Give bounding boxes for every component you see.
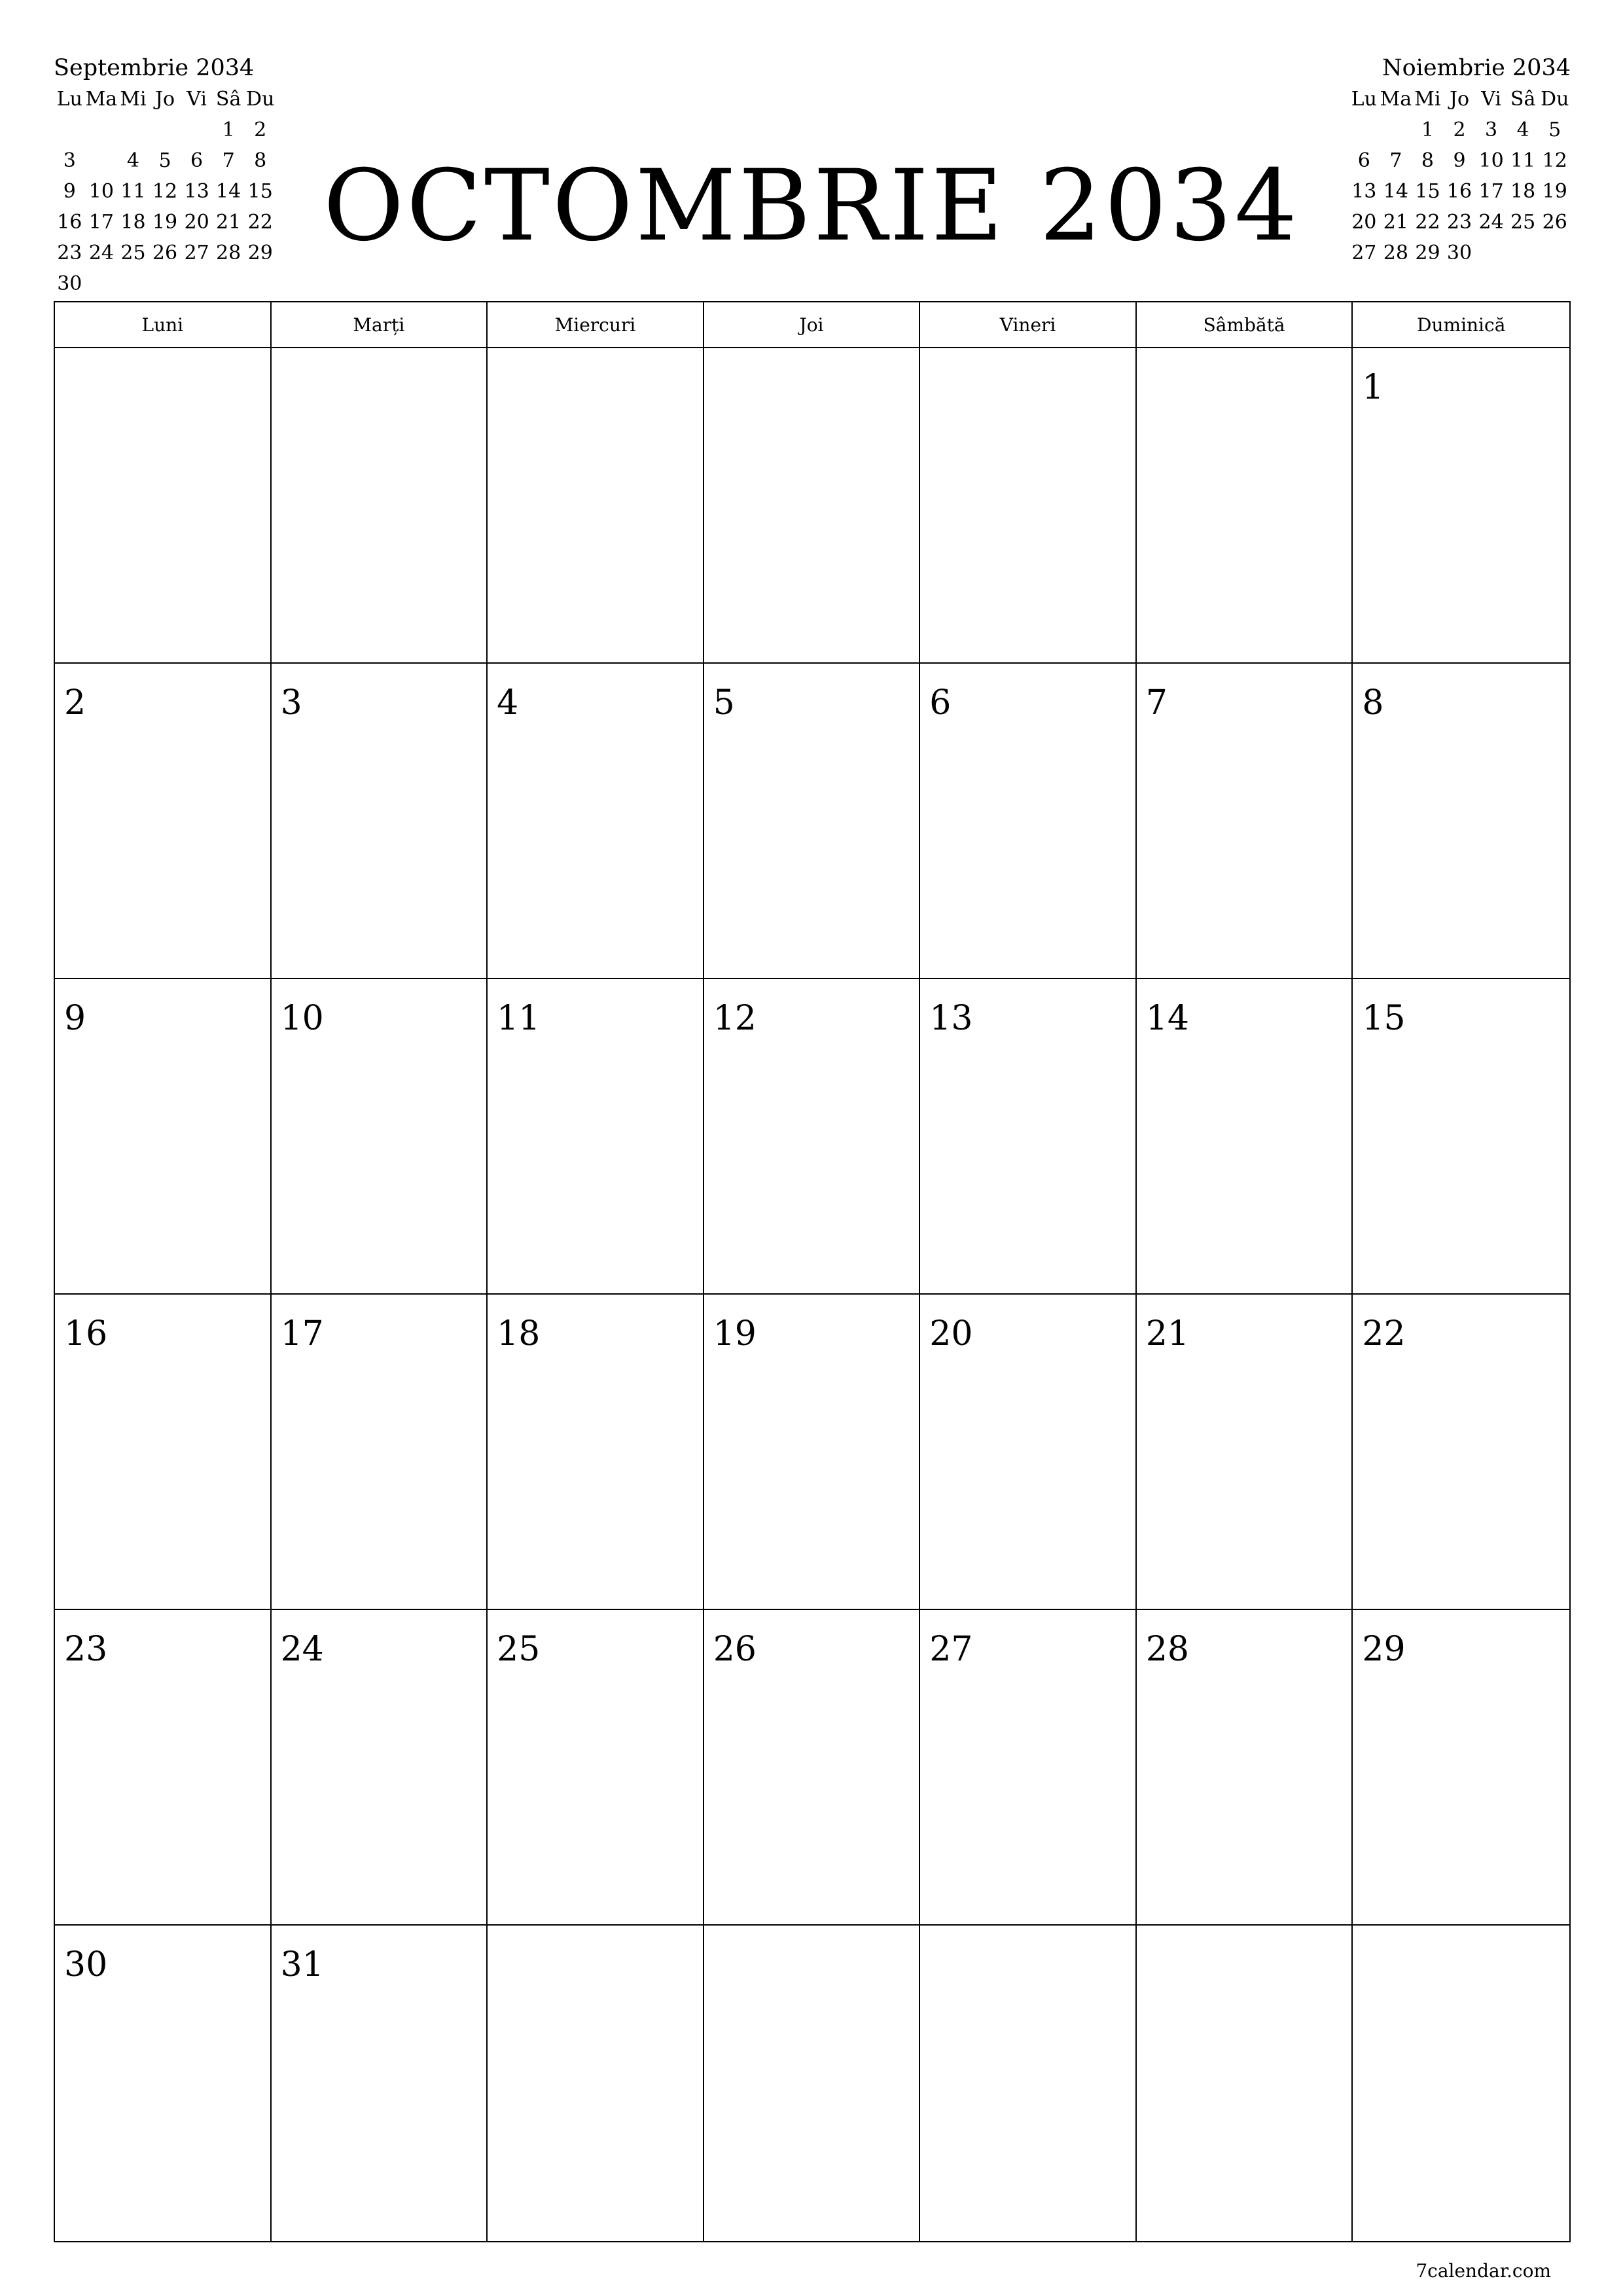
day-cell[interactable] [920,979,1137,1295]
mini-weekday: Mi [120,88,147,111]
day-cell[interactable] [704,664,921,979]
day-number: 31 [280,1945,324,1984]
day-cell[interactable] [488,348,704,664]
mini-weekday: Jo [154,88,175,111]
day-number: 2 [64,683,86,723]
mini-day: 5 [1548,118,1561,141]
mini-day: 20 [1351,211,1377,234]
mini-day: 27 [184,242,209,264]
mini-day: 24 [1478,211,1504,234]
day-number: 7 [1145,683,1168,723]
mini-day: 1 [1421,118,1434,141]
weekday-header: Duminică [1353,302,1569,348]
day-number: 10 [280,999,324,1038]
mini-day: 29 [1415,242,1440,264]
mini-weekday: Jo [1449,88,1470,111]
weekday-header: Luni [55,302,272,348]
mini-day [117,268,149,299]
mini-day: 12 [152,180,178,203]
mini-day [1475,238,1507,268]
mini-day: 21 [216,211,241,234]
mini-day: 2 [254,118,267,141]
day-number: 21 [1145,1314,1190,1354]
day-number: 26 [713,1630,757,1669]
mini-day: 29 [247,242,273,264]
mini-day [149,115,181,145]
day-cell[interactable] [1353,979,1569,1295]
mini-day: 25 [120,242,146,264]
mini-day: 17 [1478,180,1504,203]
mini-day: 3 [1485,118,1498,141]
day-number: 1 [1362,368,1384,407]
mini-day: 10 [88,180,114,203]
mini-day: 1 [222,118,235,141]
mini-day: 6 [190,149,204,172]
day-cell[interactable] [704,1610,921,1926]
day-number: 5 [713,683,735,723]
mini-weekday: Lu [1351,88,1377,111]
day-cell[interactable] [1353,1610,1569,1926]
day-number: 27 [929,1630,973,1669]
day-cell[interactable] [704,348,921,664]
day-cell[interactable] [272,348,488,664]
mini-day: 30 [57,272,82,295]
mini-day: 2 [1453,118,1466,141]
weekday-header: Miercuri [488,302,704,348]
mini-day: 7 [1389,149,1402,172]
footer-credit: 7calendar.com [1416,2260,1551,2282]
mini-weekday: Du [1541,88,1569,111]
day-number: 20 [929,1314,973,1354]
day-number: 12 [713,999,757,1038]
day-cell[interactable] [272,979,488,1295]
mini-day: 14 [216,180,241,203]
day-number: 16 [64,1314,108,1354]
mini-weekday: Sâ [215,88,241,111]
day-number: 29 [1362,1630,1406,1669]
mini-day: 8 [1421,149,1434,172]
day-cell[interactable] [704,1295,921,1610]
mini-day [1380,115,1412,145]
mini-day [1507,238,1539,268]
day-cell[interactable] [1353,1926,1569,2241]
day-cell[interactable] [920,1610,1137,1926]
mini-day: 18 [120,211,146,234]
mini-weekday: Lu [56,88,82,111]
day-number: 19 [713,1314,757,1354]
mini-day: 3 [63,149,76,172]
day-cell[interactable] [55,348,272,664]
mini-day: 19 [152,211,178,234]
mini-day [1539,238,1571,268]
mini-day [1348,115,1380,145]
day-cell[interactable] [1137,1295,1353,1610]
mini-day: 30 [1446,242,1472,264]
day-cell[interactable] [1137,1610,1353,1926]
day-number: 6 [929,683,952,723]
day-cell[interactable] [920,664,1137,979]
weekday-header: Marți [272,302,488,348]
day-number: 8 [1362,683,1384,723]
next-month-grid [1348,84,1571,299]
mini-day: 28 [216,242,241,264]
mini-weekday: Ma [85,88,118,111]
day-cell[interactable] [272,1610,488,1926]
day-cell[interactable] [1353,1295,1569,1610]
day-number: 24 [280,1630,324,1669]
mini-day [181,268,213,299]
mini-day: 13 [184,180,209,203]
day-number: 25 [497,1630,541,1669]
mini-day: 11 [120,180,146,203]
day-cell[interactable] [488,1295,704,1610]
mini-weekday: Vi [1481,88,1501,111]
day-cell[interactable] [704,1926,921,2241]
mini-day: 17 [88,211,114,234]
mini-day: 9 [63,180,76,203]
day-cell[interactable] [488,1610,704,1926]
day-number: 9 [64,999,86,1038]
day-number: 28 [1145,1630,1190,1669]
day-number: 4 [497,683,519,723]
next-month-mini-calendar [1348,52,1571,299]
mini-day: 22 [1415,211,1440,234]
mini-day [1380,268,1412,299]
month-grid [54,301,1571,2242]
weekday-header: Vineri [920,302,1137,348]
mini-day: 8 [254,149,267,172]
mini-weekday: Sâ [1510,88,1536,111]
mini-day: 16 [1446,180,1472,203]
mini-day: 4 [126,149,139,172]
weekday-header: Joi [704,302,921,348]
mini-day: 5 [158,149,171,172]
day-cell[interactable] [1137,1926,1353,2241]
day-number: 11 [497,999,541,1038]
day-cell[interactable] [920,1926,1137,2241]
day-number: 15 [1362,999,1406,1038]
day-cell[interactable] [272,664,488,979]
day-cell[interactable] [1137,664,1353,979]
day-number: 22 [1362,1314,1406,1354]
mini-day: 7 [222,149,235,172]
day-number: 23 [64,1630,108,1669]
day-cell[interactable] [55,1610,272,1926]
day-number: 3 [280,683,302,723]
mini-day: 13 [1351,180,1377,203]
mini-day: 15 [247,180,273,203]
mini-day: 15 [1415,180,1440,203]
mini-day [213,268,245,299]
mini-day: 27 [1351,242,1377,264]
day-cell[interactable] [55,1926,272,2241]
mini-day [117,115,149,145]
mini-day: 19 [1542,180,1567,203]
day-cell[interactable] [1137,348,1353,664]
day-cell[interactable] [1137,979,1353,1295]
day-cell[interactable] [488,979,704,1295]
day-number: 13 [929,999,973,1038]
mini-day: 14 [1383,180,1408,203]
mini-day: 26 [1542,211,1567,234]
mini-day [1348,268,1380,299]
mini-day [54,115,86,145]
day-cell[interactable] [704,979,921,1295]
mini-day: 25 [1510,211,1536,234]
day-cell[interactable] [488,1926,704,2241]
day-cell[interactable] [272,1926,488,2241]
next-month-title: Noiembrie 2034 [1382,55,1571,81]
day-number: 17 [280,1314,324,1354]
prev-month-title: Septembrie 2034 [54,55,255,81]
mini-day [86,268,118,299]
mini-weekday: Du [246,88,275,111]
mini-day [181,115,213,145]
mini-day: 10 [1478,149,1504,172]
mini-day: 18 [1510,180,1536,203]
mini-day: 20 [184,211,209,234]
mini-weekday: Mi [1414,88,1441,111]
mini-weekday: Ma [1380,88,1412,111]
mini-day: 28 [1383,242,1408,264]
mini-day: 22 [247,211,273,234]
mini-day: 12 [1542,149,1567,172]
day-number: 18 [497,1314,541,1354]
mini-day [86,115,118,145]
mini-day: 23 [57,242,82,264]
mini-day: 4 [1516,118,1529,141]
day-cell[interactable] [920,348,1137,664]
mini-day: 11 [1510,149,1536,172]
weekday-header: Sâmbătă [1137,302,1353,348]
mini-day: 26 [152,242,178,264]
day-cell[interactable] [55,979,272,1295]
day-cell[interactable] [920,1295,1137,1610]
day-cell[interactable] [272,1295,488,1610]
day-number: 30 [64,1945,108,1984]
mini-day: 23 [1446,211,1472,234]
page-title: OCTOMBRIE 2034 [323,149,1300,263]
day-number: 14 [1145,999,1190,1038]
mini-weekday: Vi [187,88,207,111]
day-cell[interactable] [488,664,704,979]
mini-day: 21 [1383,211,1408,234]
day-cell[interactable] [55,1295,272,1610]
mini-day: 6 [1357,149,1370,172]
day-cell[interactable] [1353,664,1569,979]
day-cell[interactable] [55,664,272,979]
mini-day: 9 [1453,149,1466,172]
mini-day: 16 [57,211,82,234]
mini-day [149,268,181,299]
mini-day: 24 [88,242,114,264]
day-cell[interactable] [1353,348,1569,664]
